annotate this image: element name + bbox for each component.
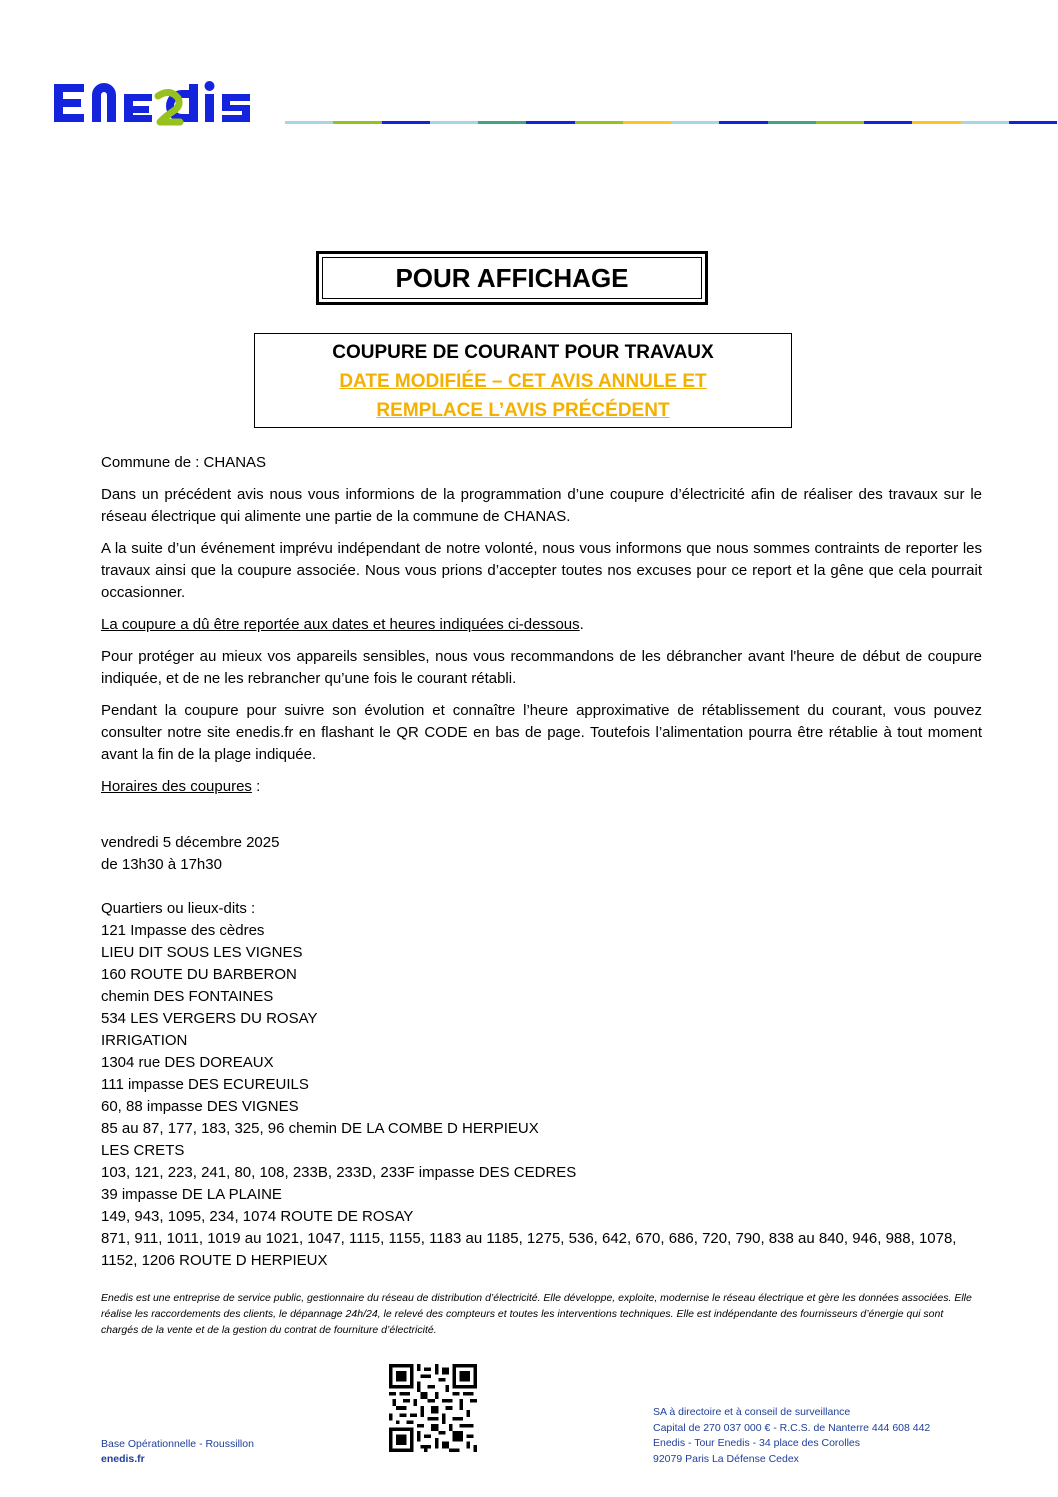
paragraph-rescheduled xyxy=(101,614,982,636)
place-item: 39 impasse DE LA PLAINE xyxy=(101,1186,282,1203)
place-item: 85 au 87, 177, 183, 325, 96 chemin DE LA COMBE D HERPIEUX xyxy=(101,1120,539,1137)
place-item: 160 ROUTE DU BARBERON xyxy=(101,966,297,983)
outage-hours: de 13h30 à 17h30 xyxy=(101,856,222,873)
qr-code[interactable] xyxy=(389,1364,477,1452)
horaires-suffix: : xyxy=(251,778,261,795)
header-color-line xyxy=(285,121,1057,124)
place-item: 60, 88 impasse DES VIGNES xyxy=(101,1098,299,1115)
footer-legal xyxy=(653,1405,930,1467)
legal-line-2: Capital de 270 037 000 € - R.C.S. de Nanterre 444 608 442 xyxy=(653,1421,931,1434)
place-item: 534 LES VERGERS DU ROSAY xyxy=(101,1010,318,1027)
notice-title: POUR AFFICHAGE xyxy=(322,257,702,299)
legal-line-3: Enedis - Tour Enedis - 34 place des Corolles xyxy=(653,1437,861,1449)
base-operationnelle: Base Opérationnelle - Roussillon xyxy=(101,1438,254,1450)
paragraph-postponement: A la suite d’un événement imprévu indépendant de notre volonté, nous vous informons que nous sommes contraints de reporter les travaux ainsi que la coupure associée. Nous vous prions d’accepter toutes nos excuses pour ce report et la gêne que cela pourrait occasionner. xyxy=(101,540,982,601)
paragraph-protect-devices: Pour protéger au mieux vos appareils sensibles, nous vous recommandons de les débrancher avant l'heure de début de coupure indiquée, et de ne les rebrancher qu’une fois le courant rétabli. xyxy=(101,648,982,687)
outage-subtitle: COUPURE DE COURANT POUR TRAVAUX xyxy=(332,342,714,363)
outage-date: vendredi 5 décembre 2025 xyxy=(101,834,280,851)
place-item: 103, 121, 223, 241, 80, 108, 233B, 233D, 233F impasse DES CEDRES xyxy=(101,1164,577,1181)
place-item: LIEU DIT SOUS LES VIGNES xyxy=(101,944,303,961)
outage-heading-box xyxy=(254,333,792,428)
enedis-disclaimer: Enedis est une entreprise de service public, gestionnaire du réseau de distribution d’électricité. Elle développe, exploite, modernise le réseau électrique et gère les données associées. Elle réalise les raccordements des clients, le dépannage 24h/24, le relevé des compteurs et toutes les interventions techniques. Elle est indépendante des fournisseurs d’énergie qui sont chargés de la vente et de la gestion du contrat de fourniture d’électricité. xyxy=(101,1292,972,1336)
place-item: 1304 rue DES DOREAUX xyxy=(101,1054,274,1071)
outage-schedule xyxy=(101,832,982,1272)
horaires-label: Horaires des coupures xyxy=(101,778,252,795)
notice-body xyxy=(101,452,982,1272)
place-item: IRRIGATION xyxy=(101,1032,188,1049)
paragraph-follow-outage: Pendant la coupure pour suivre son évolution et connaître l’heure approximative de rétablissement du courant, vous pouvez consulter notre site enedis.fr en flashant le QR CODE en bas de page. Toutefois l’alimentation pourra être rétablie à tout moment avant la fin de la plage indiquée. xyxy=(101,702,982,763)
place-item: 149, 943, 1095, 234, 1074 ROUTE DE ROSAY xyxy=(101,1208,414,1225)
place-item: 111 impasse DES ECUREUILS xyxy=(101,1076,309,1093)
commune: Commune de : CHANAS xyxy=(101,454,267,471)
paragraph-previous-notice: Dans un précédent avis nous vous informions de la programmation d’une coupure d’électricité afin de réaliser des travaux sur le réseau électrique qui alimente une partie de la commune de CHANAS. xyxy=(101,486,982,525)
place-item: 871, 911, 1011, 1019 au 1021, 1047, 1115, 1155, 1183 au 1185, 1275, 536, 642, 670, 686, 720, 790, 838 au 840, 946, 988, 1078, 1152, 1206 ROUTE D HERPIEUX xyxy=(101,1230,957,1269)
horaires-heading xyxy=(101,776,982,798)
place-item: chemin DES FONTAINES xyxy=(101,988,274,1005)
place-item: 121 Impasse des cèdres xyxy=(101,922,265,939)
footer-left xyxy=(101,1437,254,1467)
notice-title-box xyxy=(316,251,708,305)
legal-line-1: SA à directoire et à conseil de surveillance xyxy=(653,1406,851,1418)
legal-line-4: 92079 Paris La Défense Cedex xyxy=(653,1452,799,1465)
rescheduled-end: . xyxy=(579,616,584,633)
enedis-logo xyxy=(52,78,274,128)
modified-notice-line-2: REMPLACE L’AVIS PRÉCÉDENT xyxy=(376,400,670,421)
places-label: Quartiers ou lieux-dits : xyxy=(101,900,256,917)
place-item: LES CRETS xyxy=(101,1142,185,1159)
modified-notice-line-1: DATE MODIFIÉE – CET AVIS ANNULE ET xyxy=(339,371,707,392)
website-link[interactable]: enedis.fr xyxy=(101,1453,145,1465)
rescheduled-underlined: La coupure a dû être reportée aux dates et heures indiquées ci-dessous xyxy=(101,616,580,633)
